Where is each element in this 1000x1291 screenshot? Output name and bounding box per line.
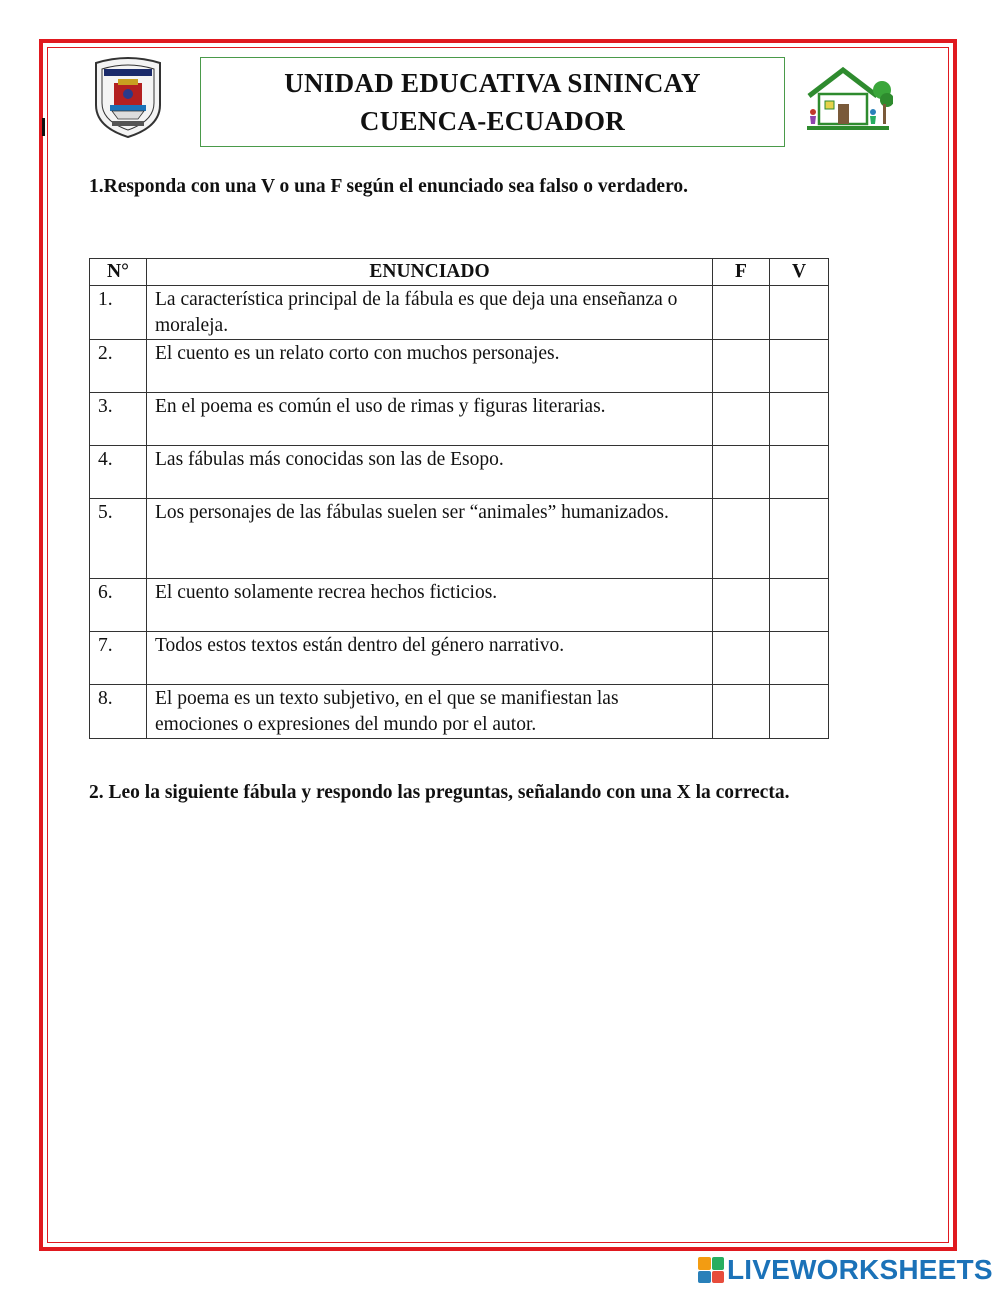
answer-cell-false[interactable]: [713, 446, 770, 499]
table-row: [90, 632, 829, 685]
answer-cell-true[interactable]: [770, 446, 829, 499]
answer-cell-false[interactable]: [713, 685, 770, 739]
column-header-number: N°: [90, 259, 147, 286]
logo-tile: [712, 1271, 725, 1284]
row-statement: El poema es un texto subjetivo, en el que se manifiestan las emociones o expresiones del mundo por el autor.: [147, 685, 713, 739]
logo-tile: [698, 1257, 711, 1270]
frame-mark: [42, 118, 45, 136]
logo-tile: [712, 1257, 725, 1270]
answer-cell-true[interactable]: [770, 286, 829, 340]
answer-cell-true[interactable]: [770, 632, 829, 685]
liveworksheets-wordmark: LIVEWORKSHEETS: [727, 1254, 993, 1285]
column-header-true: V: [770, 259, 829, 286]
row-statement: En el poema es común el uso de rimas y figuras literarias.: [147, 393, 713, 446]
answer-cell-false[interactable]: [713, 340, 770, 393]
answer-cell-false[interactable]: [713, 393, 770, 446]
row-statement: El cuento es un relato corto con muchos personajes.: [147, 340, 713, 393]
row-statement: Todos estos textos están dentro del género narrativo.: [147, 632, 713, 685]
school-crest-logo: [88, 53, 168, 139]
answer-cell-true[interactable]: [770, 579, 829, 632]
row-number: 5.: [90, 499, 147, 579]
liveworksheets-branding: [698, 1254, 993, 1286]
answer-cell-false[interactable]: [713, 286, 770, 340]
logo-tile: [698, 1271, 711, 1284]
row-statement: Las fábulas más conocidas son las de Esopo.: [147, 446, 713, 499]
answer-cell-true[interactable]: [770, 340, 829, 393]
row-statement: Los personajes de las fábulas suelen ser “animales” humanizados.: [147, 499, 713, 579]
question-1-prompt: 1.Responda con una V o una F según el enunciado sea falso o verdadero.: [89, 176, 688, 197]
liveworksheets-logo-icon: [698, 1257, 724, 1283]
question-2-prompt: 2. Leo la siguiente fábula y respondo las preguntas, señalando con una X la correcta.: [89, 782, 790, 803]
answer-cell-false[interactable]: [713, 579, 770, 632]
table-row: [90, 340, 829, 393]
table-row: [90, 685, 829, 739]
table-row: [90, 286, 829, 340]
row-number: 1.: [90, 286, 147, 340]
row-number: 2.: [90, 340, 147, 393]
column-header-statement: ENUNCIADO: [147, 259, 713, 286]
row-statement: La característica principal de la fábula es que deja una enseñanza o moraleja.: [147, 286, 713, 340]
row-number: 3.: [90, 393, 147, 446]
answer-cell-false[interactable]: [713, 632, 770, 685]
answer-cell-true[interactable]: [770, 499, 829, 579]
table-row: [90, 499, 829, 579]
school-title-box: [200, 57, 785, 147]
school-name: UNIDAD EDUCATIVA SININCAY: [284, 68, 701, 98]
house-logo: [803, 66, 893, 134]
row-number: 8.: [90, 685, 147, 739]
table-row: [90, 579, 829, 632]
school-location: CUENCA-ECUADOR: [359, 106, 626, 136]
answer-cell-false[interactable]: [713, 499, 770, 579]
row-number: 4.: [90, 446, 147, 499]
table-row: [90, 446, 829, 499]
row-number: 6.: [90, 579, 147, 632]
table-header-row: [90, 259, 829, 286]
true-false-table: [89, 258, 829, 739]
answer-cell-true[interactable]: [770, 393, 829, 446]
answer-cell-true[interactable]: [770, 685, 829, 739]
row-number: 7.: [90, 632, 147, 685]
table-row: [90, 393, 829, 446]
column-header-false: F: [713, 259, 770, 286]
row-statement: El cuento solamente recrea hechos ficticios.: [147, 579, 713, 632]
